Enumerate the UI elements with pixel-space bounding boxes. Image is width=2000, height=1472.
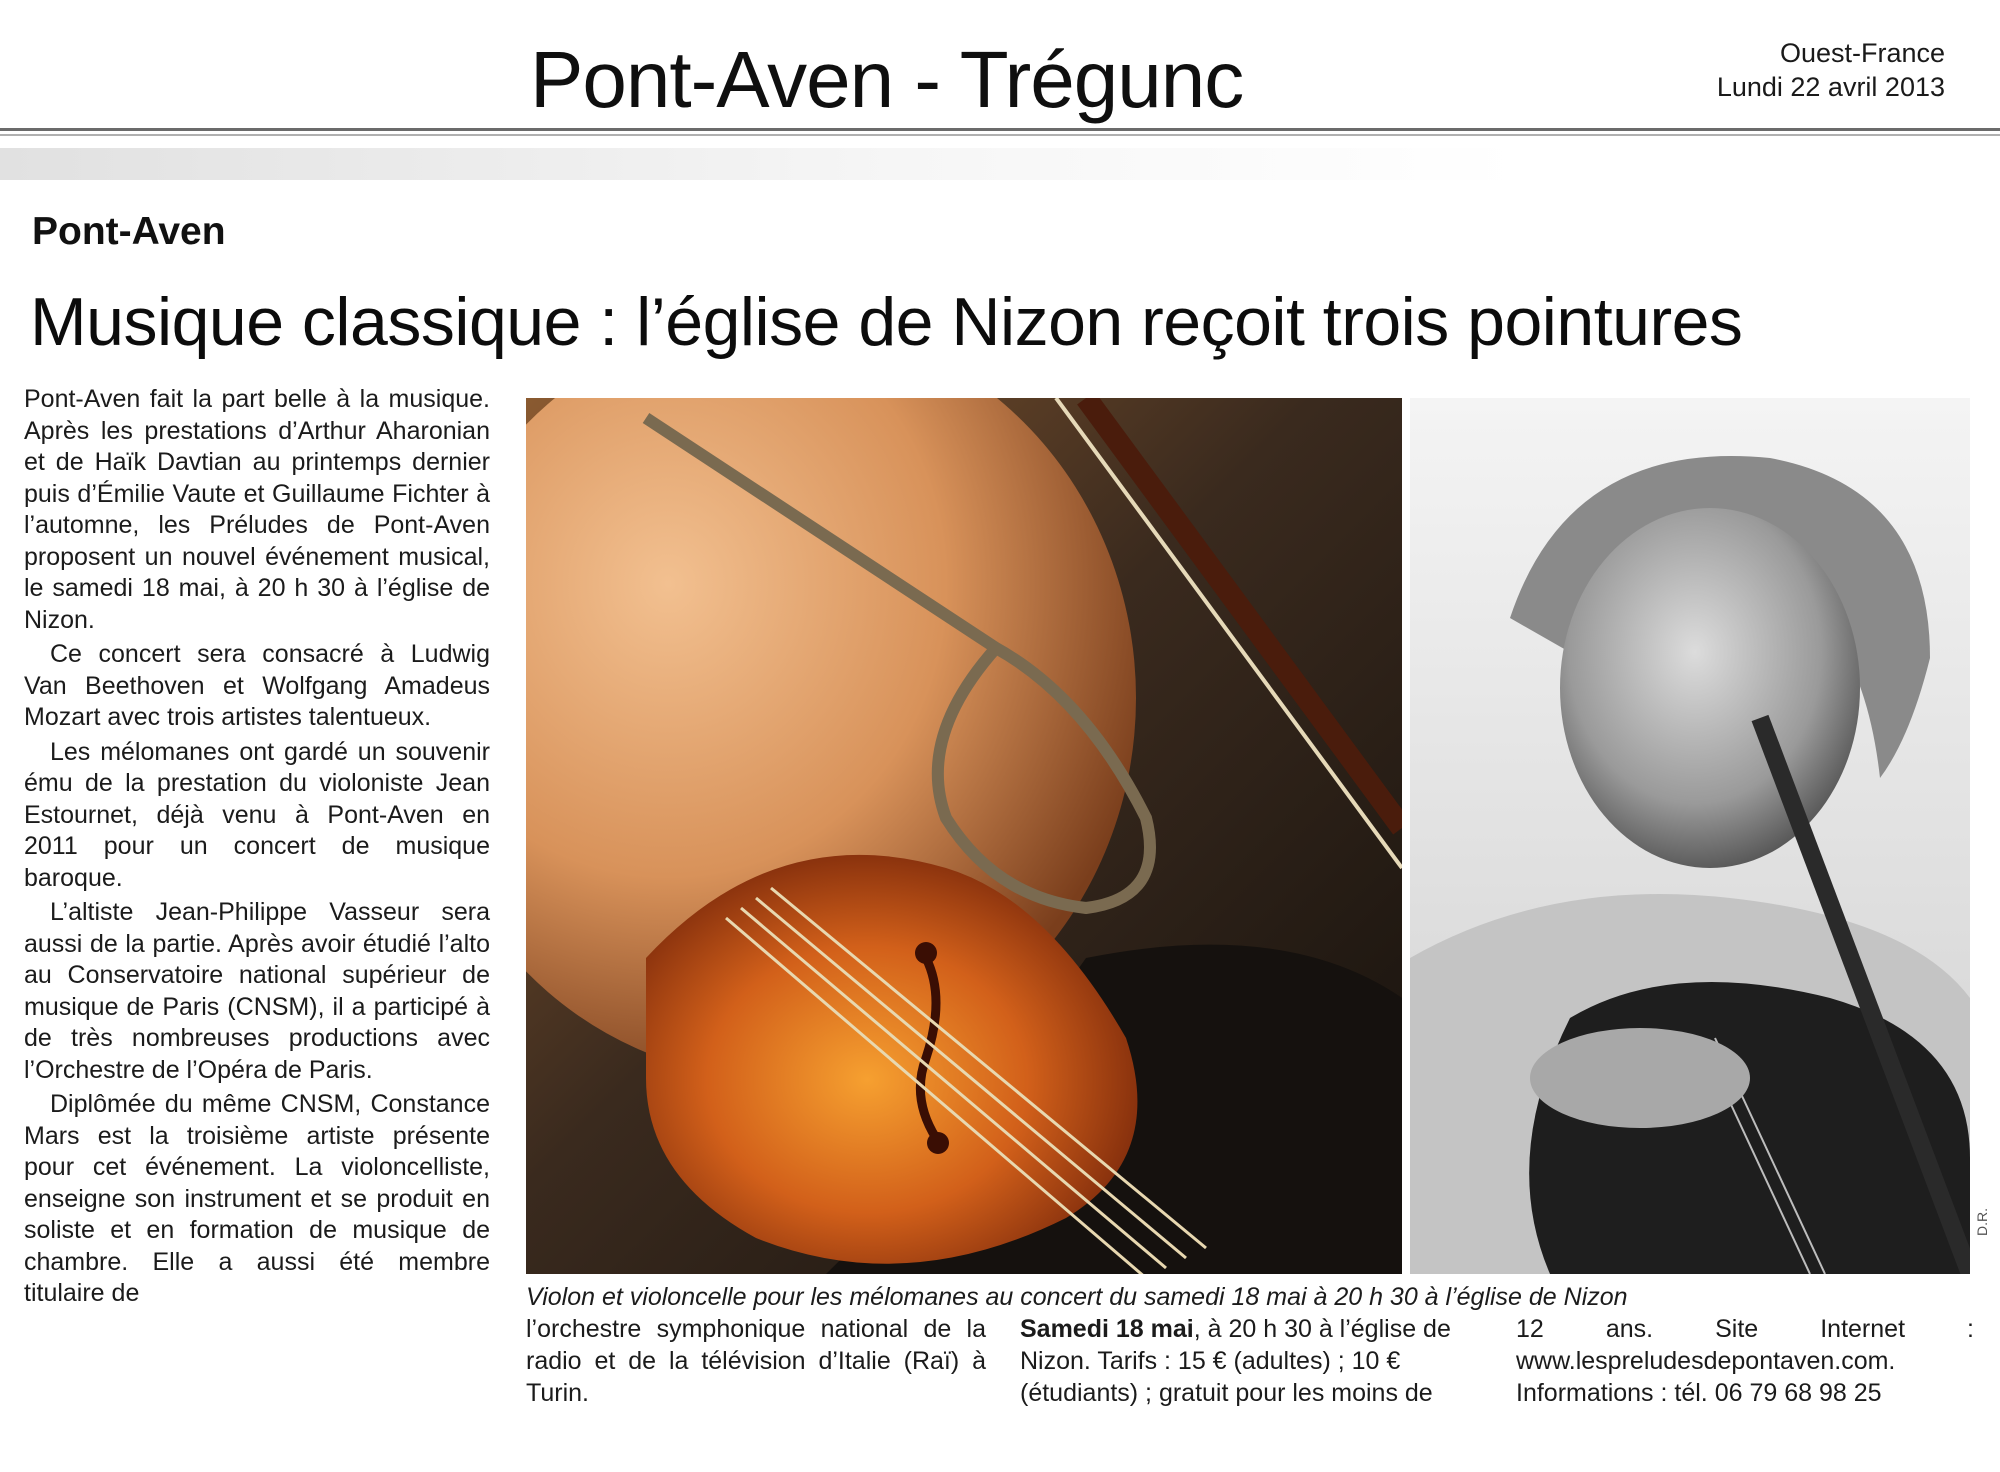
article-paragraph: Diplômée du même CNSM, Constance Mars est la troisième artiste présente pour cet événement. La violoncelliste, enseigne son instrument et se produit en soliste et en formation de musique de chambre. Elle a aussi été membre titulaire de [24, 1090, 490, 1307]
header-rule-secondary [0, 134, 2000, 136]
article-paragraph: Les mélomanes ont gardé un souvenir ému de la prestation du violoniste Jean Estournet, déjà venu à Pont-Aven en 2011 pour un concert de musique baroque. [24, 737, 490, 892]
article-kicker: Pont-Aven [32, 210, 226, 253]
article-paragraph: Pont-Aven fait la part belle à la musique. Après les prestations d’Arthur Aharonian et de Haïk Davtian au printemps dernier puis d’Émilie Vaute et Guillaume Fichter à l’automne, les Préludes de Pont-Aven proposent un nouvel événement musical, le samedi 18 mai, à 20 h 30 à l’église de Nizon. [24, 385, 490, 634]
article-paragraph: L’altiste Jean-Philippe Vasseur sera aussi de la partie. Après avoir étudié l’alto au Conservatoire national supérieur de musique de Paris (CNSM), il a participé à de très nombreuses productions avec l’Orchestre de l’Opéra de Paris. [24, 898, 490, 1084]
article-continuation [526, 1313, 986, 1409]
publication-info [1717, 36, 1945, 104]
publication-name: Ouest-France [1779, 38, 1945, 68]
photo-credit: D.R. [1974, 1208, 1990, 1236]
violinist-photo [526, 398, 1402, 1274]
event-contact-text: 12 ans. Site Internet : www.lespreludesdepontaven.com. Informations : tél. 06 79 68 98 25 [1516, 1315, 1974, 1407]
event-date: Samedi 18 mai [1020, 1315, 1194, 1343]
photo-caption: Violon et violoncelle pour les mélomanes au concert du samedi 18 mai à 20 h 30 à l’église de Nizon [526, 1283, 1628, 1311]
event-info-continued [1516, 1313, 1974, 1409]
event-info [1020, 1313, 1482, 1409]
event-info-text [1020, 1313, 1482, 1409]
article-continuation-text: l’orchestre symphonique national de la radio et de la télévision d’Italie (Raï) à Turin. [526, 1315, 986, 1407]
section-title: Pont-Aven - Trégunc [530, 35, 1244, 124]
violinist-illustration [526, 398, 1402, 1274]
cellist-photo [1410, 398, 1970, 1274]
publication-date: Lundi 22 avril 2013 [1716, 72, 1945, 102]
header-rule [0, 128, 2000, 131]
article-headline: Musique classique : l’église de Nizon reçoit trois pointures [30, 284, 1743, 360]
page-header [0, 0, 2000, 140]
article-body [24, 384, 490, 1313]
event-details: , à 20 h 30 à l’église de Nizon. Tarifs : 15 € (adultes) ; 10 € (étudiants) ; gratuit pour les moins de [1020, 1315, 1451, 1407]
article-paragraph: Ce concert sera consacré à Ludwig Van Beethoven et Wolfgang Amadeus Mozart avec trois artistes talentueux. [24, 640, 490, 731]
faded-bleed-through [0, 148, 1520, 180]
cellist-illustration [1410, 398, 1970, 1274]
